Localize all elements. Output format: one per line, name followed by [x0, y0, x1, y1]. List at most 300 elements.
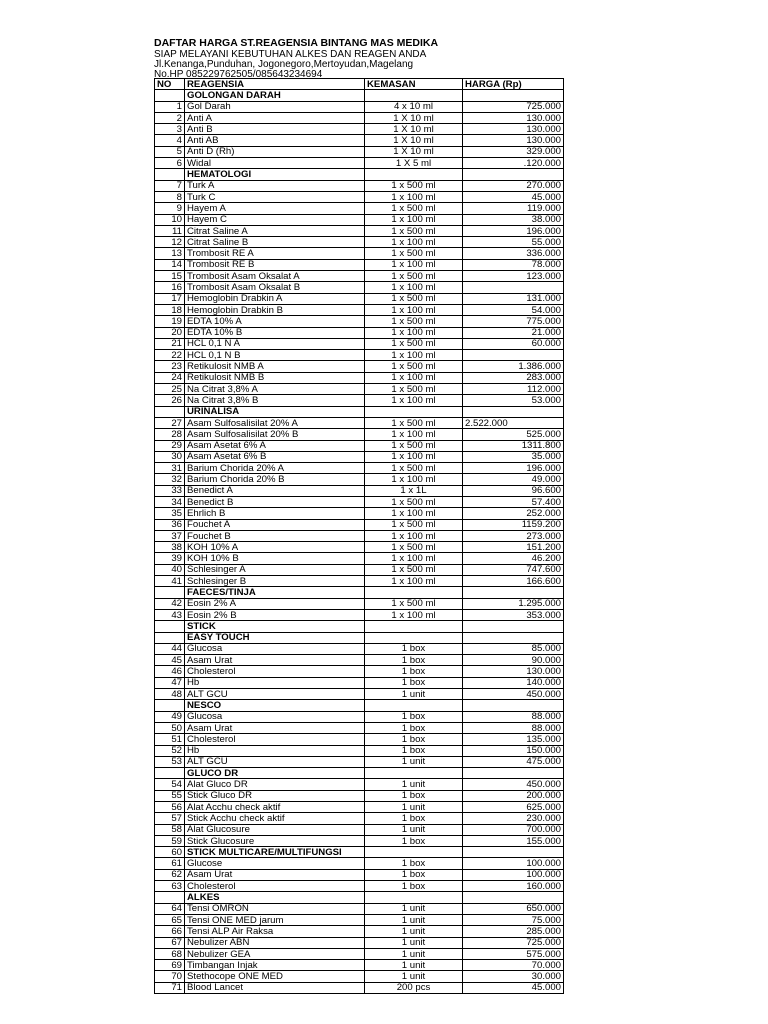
row-number	[155, 632, 185, 643]
row-harga: 100.000	[463, 858, 564, 869]
row-number: 9	[155, 203, 185, 214]
row-harga: 119.000	[463, 203, 564, 214]
row-harga: 270.000	[463, 180, 564, 191]
row-kemasan	[365, 847, 463, 858]
section-row	[155, 700, 564, 711]
table-row	[155, 790, 564, 801]
table-row	[155, 474, 564, 485]
row-number: 14	[155, 259, 185, 270]
row-item-name: Na Citrat 3,8% B	[185, 395, 365, 406]
section-heading: URINALISA	[185, 406, 365, 417]
table-row	[155, 417, 564, 428]
row-harga: 140.000	[463, 677, 564, 688]
row-kemasan: 1 x 500 ml	[365, 542, 463, 553]
row-number: 34	[155, 496, 185, 507]
row-kemasan: 1 box	[365, 677, 463, 688]
row-kemasan: 1 x 500 ml	[365, 463, 463, 474]
row-item-name: Fouchet B	[185, 530, 365, 541]
row-item-name: Cholesterol	[185, 666, 365, 677]
row-kemasan	[365, 700, 463, 711]
row-harga: 252.000	[463, 508, 564, 519]
row-number: 17	[155, 293, 185, 304]
row-harga: 123.000	[463, 271, 564, 282]
row-item-name: Nebulizer ABN	[185, 937, 365, 948]
row-item-name: Asam Asetat 6% B	[185, 451, 365, 462]
row-harga: 575.000	[463, 948, 564, 959]
row-kemasan: 1 X 10 ml	[365, 124, 463, 135]
row-kemasan: 1 unit	[365, 689, 463, 700]
row-harga: 75.000	[463, 914, 564, 925]
table-row	[155, 960, 564, 971]
row-kemasan: 1 box	[365, 745, 463, 756]
table-row	[155, 926, 564, 937]
table-row	[155, 553, 564, 564]
table-row	[155, 745, 564, 756]
row-item-name: HCL 0,1 N A	[185, 338, 365, 349]
row-kemasan: 1 x 100 ml	[365, 553, 463, 564]
row-kemasan: 1 box	[365, 813, 463, 824]
table-row	[155, 542, 564, 553]
row-number: 66	[155, 926, 185, 937]
row-harga: 2.522.000	[463, 417, 564, 428]
row-number: 62	[155, 869, 185, 880]
row-number: 58	[155, 824, 185, 835]
row-kemasan: 1 x 100 ml	[365, 530, 463, 541]
row-item-name: Alat Acchu check aktif	[185, 802, 365, 813]
table-row	[155, 722, 564, 733]
table-row	[155, 914, 564, 925]
row-kemasan: 1 unit	[365, 802, 463, 813]
table-row	[155, 564, 564, 575]
table-row	[155, 361, 564, 372]
row-number: 20	[155, 327, 185, 338]
section-row	[155, 632, 564, 643]
row-harga: 166.600	[463, 576, 564, 587]
row-kemasan: 1 box	[365, 722, 463, 733]
row-item-name: Timbangan Injak	[185, 960, 365, 971]
row-number: 37	[155, 530, 185, 541]
row-kemasan: 1 x 100 ml	[365, 214, 463, 225]
row-item-name: Eosin 2% A	[185, 598, 365, 609]
row-harga: 100.000	[463, 869, 564, 880]
table-row	[155, 350, 564, 361]
row-item-name: Cholesterol	[185, 734, 365, 745]
row-harga	[463, 90, 564, 101]
row-number: 43	[155, 609, 185, 620]
table-row	[155, 847, 564, 858]
row-harga: 155.000	[463, 835, 564, 846]
row-kemasan: 1 box	[365, 734, 463, 745]
row-kemasan: 1 box	[365, 869, 463, 880]
section-heading: FAECES/TINJA	[185, 587, 365, 598]
row-harga	[463, 632, 564, 643]
table-row	[155, 677, 564, 688]
row-number: 51	[155, 734, 185, 745]
row-kemasan: 1 X 10 ml	[365, 146, 463, 157]
table-row	[155, 384, 564, 395]
row-number: 56	[155, 802, 185, 813]
table-row	[155, 519, 564, 530]
row-number: 26	[155, 395, 185, 406]
row-number: 30	[155, 451, 185, 462]
document-header	[154, 37, 574, 80]
row-item-name: Stick Glucosure	[185, 835, 365, 846]
row-number: 18	[155, 304, 185, 315]
row-harga	[463, 700, 564, 711]
table-row	[155, 903, 564, 914]
row-number: 67	[155, 937, 185, 948]
row-kemasan: 1 X 5 ml	[365, 158, 463, 169]
row-number: 28	[155, 429, 185, 440]
row-item-name: Na Citrat 3,8% A	[185, 384, 365, 395]
column-header-reagensia: REAGENSIA	[185, 79, 365, 90]
row-number	[155, 892, 185, 903]
row-number: 69	[155, 960, 185, 971]
row-item-name: Tensi ALP Air Raksa	[185, 926, 365, 937]
column-header-no: NO	[155, 79, 185, 90]
table-row	[155, 655, 564, 666]
table-row	[155, 180, 564, 191]
table-row	[155, 598, 564, 609]
row-item-name: KOH 10% A	[185, 542, 365, 553]
table-row	[155, 158, 564, 169]
row-item-name: Hb	[185, 677, 365, 688]
row-harga: 1159.200	[463, 519, 564, 530]
row-number	[155, 90, 185, 101]
row-item-name: Alat Gluco DR	[185, 779, 365, 790]
table-row	[155, 824, 564, 835]
table-row	[155, 338, 564, 349]
row-item-name: ALT GCU	[185, 689, 365, 700]
row-item-name: Hemoglobin Drabkin B	[185, 304, 365, 315]
row-item-name: HCL 0,1 N B	[185, 350, 365, 361]
row-number: 60	[155, 847, 185, 858]
row-harga	[463, 350, 564, 361]
row-kemasan: 1 x 500 ml	[365, 316, 463, 327]
row-kemasan: 200 pcs	[365, 982, 463, 993]
row-kemasan	[365, 768, 463, 779]
row-item-name: Eosin 2% B	[185, 609, 365, 620]
row-item-name: Nebulizer GEA	[185, 948, 365, 959]
row-number	[155, 621, 185, 632]
price-table	[154, 78, 564, 994]
row-kemasan: 4 x 10 ml	[365, 101, 463, 112]
row-kemasan: 1 x 100 ml	[365, 327, 463, 338]
row-harga: 273.000	[463, 530, 564, 541]
row-number: 71	[155, 982, 185, 993]
row-harga: 112.000	[463, 384, 564, 395]
row-kemasan: 1 x 100 ml	[365, 282, 463, 293]
row-kemasan: 1 box	[365, 711, 463, 722]
row-item-name: Anti A	[185, 112, 365, 123]
row-number: 31	[155, 463, 185, 474]
row-number: 55	[155, 790, 185, 801]
row-item-name: Benedict B	[185, 496, 365, 507]
row-harga: 525.000	[463, 429, 564, 440]
table-row	[155, 304, 564, 315]
row-number: 4	[155, 135, 185, 146]
row-item-name: Cholesterol	[185, 881, 365, 892]
row-number: 46	[155, 666, 185, 677]
row-number	[155, 587, 185, 598]
table-row	[155, 440, 564, 451]
row-kemasan: 1 x 500 ml	[365, 225, 463, 236]
row-item-name: Turk C	[185, 191, 365, 202]
document-title: DAFTAR HARGA ST.REAGENSIA BINTANG MAS MEDIKA	[154, 37, 439, 49]
table-row	[155, 271, 564, 282]
row-harga: 160.000	[463, 881, 564, 892]
table-row	[155, 937, 564, 948]
table-row	[155, 101, 564, 112]
table-row	[155, 734, 564, 745]
row-harga	[463, 587, 564, 598]
row-number: 8	[155, 191, 185, 202]
row-harga: 130.000	[463, 666, 564, 677]
row-kemasan: 1 x 100 ml	[365, 576, 463, 587]
row-kemasan: 1 x 500 ml	[365, 248, 463, 259]
section-row	[155, 90, 564, 101]
row-item-name: ALT GCU	[185, 756, 365, 767]
table-row	[155, 463, 564, 474]
section-heading: HEMATOLOGI	[185, 169, 365, 180]
table-row	[155, 316, 564, 327]
row-harga: 21.000	[463, 327, 564, 338]
section-row	[155, 587, 564, 598]
row-harga: 725.000	[463, 937, 564, 948]
row-item-name: Stethocope ONE MED	[185, 971, 365, 982]
table-row	[155, 429, 564, 440]
row-item-name: Citrat Saline A	[185, 225, 365, 236]
row-harga: 353.000	[463, 609, 564, 620]
row-number: 27	[155, 417, 185, 428]
row-harga: 329.000	[463, 146, 564, 157]
row-kemasan: 1 unit	[365, 914, 463, 925]
section-row	[155, 892, 564, 903]
row-kemasan	[365, 892, 463, 903]
row-item-name: Benedict A	[185, 485, 365, 496]
section-row	[155, 768, 564, 779]
row-kemasan: 1 box	[365, 835, 463, 846]
row-number: 39	[155, 553, 185, 564]
row-number: 59	[155, 835, 185, 846]
row-harga: 85.000	[463, 643, 564, 654]
price-table-body	[155, 90, 564, 994]
row-number: 49	[155, 711, 185, 722]
row-number: 22	[155, 350, 185, 361]
row-harga: 54.000	[463, 304, 564, 315]
row-kemasan: 1 box	[365, 666, 463, 677]
row-number: 68	[155, 948, 185, 959]
row-number: 65	[155, 914, 185, 925]
row-kemasan: 1 x 500 ml	[365, 271, 463, 282]
row-item-name: Asam Urat	[185, 869, 365, 880]
row-number: 2	[155, 112, 185, 123]
row-kemasan: 1 box	[365, 881, 463, 892]
row-harga: 1311.800	[463, 440, 564, 451]
table-row	[155, 982, 564, 993]
row-item-name: Anti B	[185, 124, 365, 135]
row-item-name: KOH 10% B	[185, 553, 365, 564]
row-number: 35	[155, 508, 185, 519]
row-number: 11	[155, 225, 185, 236]
row-harga	[463, 847, 564, 858]
row-item-name: Barium Chorida 20% B	[185, 474, 365, 485]
row-harga	[463, 169, 564, 180]
row-kemasan: 1 X 10 ml	[365, 112, 463, 123]
table-row	[155, 225, 564, 236]
row-item-name: Trombosit RE A	[185, 248, 365, 259]
row-kemasan: 1 unit	[365, 756, 463, 767]
row-harga: 650.000	[463, 903, 564, 914]
row-kemasan: 1 x 1L	[365, 485, 463, 496]
row-harga: 1.386.000	[463, 361, 564, 372]
row-kemasan: 1 x 100 ml	[365, 451, 463, 462]
table-row	[155, 372, 564, 383]
row-harga: 285.000	[463, 926, 564, 937]
row-kemasan: 1 x 100 ml	[365, 191, 463, 202]
row-kemasan: 1 unit	[365, 960, 463, 971]
row-number: 15	[155, 271, 185, 282]
row-item-name: Anti D (Rh)	[185, 146, 365, 157]
table-row	[155, 689, 564, 700]
row-number: 36	[155, 519, 185, 530]
row-kemasan: 1 box	[365, 643, 463, 654]
row-harga: 60.000	[463, 338, 564, 349]
table-row	[155, 191, 564, 202]
row-harga: 1.295.000	[463, 598, 564, 609]
row-kemasan: 1 box	[365, 858, 463, 869]
row-kemasan: 1 x 100 ml	[365, 237, 463, 248]
row-number: 16	[155, 282, 185, 293]
row-kemasan: 1 x 100 ml	[365, 372, 463, 383]
row-harga: 30.000	[463, 971, 564, 982]
section-row	[155, 169, 564, 180]
row-harga: 747.600	[463, 564, 564, 575]
row-item-name: Stick Gluco DR	[185, 790, 365, 801]
row-harga: 196.000	[463, 463, 564, 474]
row-item-name: Trombosit Asam Oksalat B	[185, 282, 365, 293]
row-number: 13	[155, 248, 185, 259]
row-item-name: Schlesinger B	[185, 576, 365, 587]
row-harga: 35.000	[463, 451, 564, 462]
row-harga: 131.000	[463, 293, 564, 304]
row-harga: 90.000	[463, 655, 564, 666]
row-kemasan: 1 x 500 ml	[365, 293, 463, 304]
table-row	[155, 259, 564, 270]
row-item-name: Ehrlich B	[185, 508, 365, 519]
table-row	[155, 813, 564, 824]
table-row	[155, 124, 564, 135]
row-number: 12	[155, 237, 185, 248]
table-row	[155, 135, 564, 146]
row-item-name: Hemoglobin Drabkin A	[185, 293, 365, 304]
table-row	[155, 293, 564, 304]
row-kemasan	[365, 632, 463, 643]
row-kemasan: 1 unit	[365, 926, 463, 937]
row-harga: 196.000	[463, 225, 564, 236]
row-item-name: Hayem C	[185, 214, 365, 225]
row-harga: 725.000	[463, 101, 564, 112]
row-kemasan	[365, 169, 463, 180]
row-item-name: Schlesinger A	[185, 564, 365, 575]
row-number: 50	[155, 722, 185, 733]
row-number: 33	[155, 485, 185, 496]
section-heading: ALKES	[185, 892, 365, 903]
row-harga: 45.000	[463, 982, 564, 993]
row-harga: 150.000	[463, 745, 564, 756]
document-phone: No.HP 085229762505/085643234694	[154, 69, 323, 80]
row-item-name: Widal	[185, 158, 365, 169]
row-number: 19	[155, 316, 185, 327]
table-row	[155, 496, 564, 507]
row-kemasan: 1 unit	[365, 971, 463, 982]
document-address: Jl.Kenanga,Punduhan, Jogonegoro,Mertoyudan,Magelang	[154, 59, 414, 70]
row-harga: 45.000	[463, 191, 564, 202]
row-item-name: Tensi OMRON	[185, 903, 365, 914]
row-item-name: Trombosit RE B	[185, 259, 365, 270]
row-harga: 46.200	[463, 553, 564, 564]
row-number: 44	[155, 643, 185, 654]
table-row	[155, 451, 564, 462]
row-item-name: Blood Lancet	[185, 982, 365, 993]
section-row	[155, 406, 564, 417]
row-harga: 96.600	[463, 485, 564, 496]
table-row	[155, 666, 564, 677]
row-kemasan: 1 x 100 ml	[365, 395, 463, 406]
row-harga: 450.000	[463, 689, 564, 700]
row-harga: 625.000	[463, 802, 564, 813]
table-row	[155, 282, 564, 293]
table-row	[155, 948, 564, 959]
row-number: 7	[155, 180, 185, 191]
row-item-name: Retikulosit NMB B	[185, 372, 365, 383]
row-number: 25	[155, 384, 185, 395]
row-kemasan: 1 x 500 ml	[365, 417, 463, 428]
table-row	[155, 881, 564, 892]
row-number: 57	[155, 813, 185, 824]
row-number: 23	[155, 361, 185, 372]
row-item-name: EDTA 10% A	[185, 316, 365, 327]
row-harga: 283.000	[463, 372, 564, 383]
row-harga: 88.000	[463, 711, 564, 722]
row-item-name: Alat Glucosure	[185, 824, 365, 835]
row-number: 10	[155, 214, 185, 225]
row-item-name: Stick Acchu check aktif	[185, 813, 365, 824]
table-row	[155, 779, 564, 790]
table-row	[155, 327, 564, 338]
row-kemasan: 1 x 100 ml	[365, 350, 463, 361]
row-harga	[463, 282, 564, 293]
row-number: 64	[155, 903, 185, 914]
row-harga: 88.000	[463, 722, 564, 733]
table-row	[155, 237, 564, 248]
row-harga: 336.000	[463, 248, 564, 259]
row-item-name: Gol Darah	[185, 101, 365, 112]
table-row	[155, 248, 564, 259]
table-header-row	[155, 79, 564, 90]
column-header-harga: HARGA (Rp)	[463, 79, 564, 90]
row-item-name: Anti AB	[185, 135, 365, 146]
row-number: 61	[155, 858, 185, 869]
document-subtitle: SIAP MELAYANI KEBUTUHAN ALKES DAN REAGEN ANDA	[154, 49, 427, 60]
row-kemasan: 1 unit	[365, 948, 463, 959]
row-number: 5	[155, 146, 185, 157]
row-number: 1	[155, 101, 185, 112]
row-harga: 475.000	[463, 756, 564, 767]
table-row	[155, 802, 564, 813]
row-number: 38	[155, 542, 185, 553]
row-harga: 200.000	[463, 790, 564, 801]
